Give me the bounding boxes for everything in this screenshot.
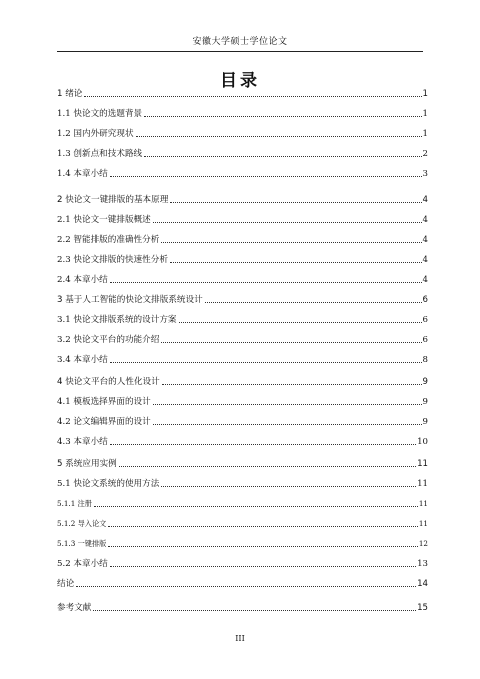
toc-entry-label: 5.1.1 注册	[57, 499, 92, 508]
toc-entry[interactable]	[57, 334, 428, 346]
toc-entry[interactable]	[57, 478, 428, 490]
dot-leader	[76, 586, 416, 587]
dot-leader	[110, 176, 422, 177]
toc-entry-page: 4	[422, 235, 428, 245]
toc-entry[interactable]	[57, 376, 428, 388]
toc-entry-label: 结论	[57, 579, 75, 589]
dot-leader	[94, 506, 418, 507]
page-title: 目录	[220, 71, 260, 91]
toc-entry[interactable]	[57, 578, 428, 590]
toc-entry-page: 2	[422, 149, 428, 159]
toc-entry-label: 1.3 创新点和技术路线	[57, 149, 143, 159]
toc-entry[interactable]	[57, 498, 428, 510]
toc-entry[interactable]	[57, 108, 428, 120]
toc-entry-page: 4	[422, 255, 428, 265]
toc-entry-label: 1.1 快论文的选题背景	[57, 109, 143, 119]
toc-entry-page: 9	[422, 377, 428, 387]
toc-entry-label: 4 快论文平台的人性化设计	[57, 377, 160, 387]
toc-entry-page: 12	[418, 539, 428, 548]
dot-leader	[161, 486, 416, 487]
dot-leader	[110, 566, 416, 567]
dot-leader	[179, 322, 422, 323]
toc-entry-label: 2.4 本章小结	[57, 275, 108, 285]
toc-entry-page: 1	[422, 109, 428, 119]
toc-entry-label: 2.1 快论文一键排版概述	[57, 215, 151, 225]
toc-entry-label: 3 基于人工智能的快论文排版系统设计	[57, 295, 203, 305]
dot-leader	[84, 96, 421, 97]
toc-entry[interactable]	[57, 254, 428, 266]
toc-entry[interactable]	[57, 294, 428, 306]
toc-entry[interactable]	[57, 458, 428, 470]
running-header: 安徽大学硕士学位论文	[57, 34, 423, 52]
toc-entry-page: 13	[417, 559, 428, 569]
dot-leader	[93, 610, 416, 611]
toc-entry[interactable]	[57, 602, 428, 614]
toc-entry-page: 1	[422, 129, 428, 139]
toc-entry-page: 8	[422, 355, 428, 365]
toc-entry[interactable]	[57, 148, 428, 160]
dot-leader	[110, 282, 422, 283]
toc-entry-page: 6	[422, 315, 428, 325]
dot-leader	[144, 156, 421, 157]
toc-entry[interactable]	[57, 88, 428, 100]
toc-entry-label: 5 系统应用实例	[57, 459, 117, 469]
toc-entry-label: 2 快论文一键排版的基本原理	[57, 195, 169, 205]
toc-entry[interactable]	[57, 234, 428, 246]
toc-entry-label: 5.1.3 一键排版	[57, 539, 107, 548]
dot-leader	[119, 466, 416, 467]
toc-entry-page: 6	[422, 295, 428, 305]
dot-leader	[153, 424, 422, 425]
toc-entry[interactable]	[57, 128, 428, 140]
toc-entry[interactable]	[57, 214, 428, 226]
toc-entry-page: 4	[422, 215, 428, 225]
toc-entry-page: 9	[422, 417, 428, 427]
toc-entry-page: 11	[418, 519, 428, 528]
toc-entry-label: 2.2 智能排版的准确性分析	[57, 235, 160, 245]
toc-entry-page: 3	[422, 169, 428, 179]
toc-entry-label: 2.3 快论文排版的快速性分析	[57, 255, 168, 265]
toc-entry[interactable]	[57, 416, 428, 428]
toc-entry-label: 5.1 快论文系统的使用方法	[57, 479, 160, 489]
toc-entry-label: 5.2 本章小结	[57, 559, 108, 569]
toc-entry-page: 1	[422, 89, 428, 99]
toc-entry-label: 3.1 快论文排版系统的设计方案	[57, 315, 177, 325]
dot-leader	[170, 262, 422, 263]
dot-leader	[136, 136, 422, 137]
toc-entry[interactable]	[57, 354, 428, 366]
toc-entry[interactable]	[57, 194, 428, 206]
dot-leader	[110, 362, 422, 363]
dot-leader	[205, 302, 422, 303]
toc-entry[interactable]	[57, 436, 428, 448]
toc-entry[interactable]	[57, 396, 428, 408]
dot-leader	[161, 342, 421, 343]
toc-entry-label: 4.1 模板选择界面的设计	[57, 397, 151, 407]
toc-entry-page: 11	[417, 479, 428, 489]
toc-entry[interactable]	[57, 518, 428, 530]
toc-entry-label: 参考文献	[57, 603, 92, 613]
toc-entry[interactable]	[57, 274, 428, 286]
toc-entry[interactable]	[57, 538, 428, 550]
dot-leader	[144, 116, 421, 117]
toc-entry-page: 11	[417, 459, 428, 469]
toc-entry-label: 1 绪论	[57, 89, 83, 99]
toc-entry-page: 14	[417, 579, 428, 589]
toc-entry-label: 5.1.2 导入论文	[57, 519, 107, 528]
toc-entry-label: 3.4 本章小结	[57, 355, 108, 365]
toc-entry[interactable]	[57, 314, 428, 326]
toc-entry-page: 9	[422, 397, 428, 407]
toc-entry-label: 4.2 论文编辑界面的设计	[57, 417, 151, 427]
dot-leader	[153, 222, 422, 223]
dot-leader	[153, 404, 422, 405]
toc-entry-page: 6	[422, 335, 428, 345]
toc-entry-label: 3.2 快论文平台的功能介绍	[57, 335, 160, 345]
toc-entry[interactable]	[57, 558, 428, 570]
dot-leader	[161, 242, 421, 243]
toc-entry-label: 1.4 本章小结	[57, 169, 108, 179]
dot-leader	[110, 444, 416, 445]
toc-entry-page: 11	[418, 499, 428, 508]
toc-entry-page: 15	[417, 603, 428, 613]
toc-entry-page: 4	[422, 275, 428, 285]
toc-entry-page: 10	[417, 437, 428, 447]
toc-entry-label: 4.3 本章小结	[57, 437, 108, 447]
page-number: III	[235, 634, 245, 643]
toc-entry-page: 4	[422, 195, 428, 205]
toc-entry[interactable]	[57, 168, 428, 180]
dot-leader	[170, 202, 421, 203]
dot-leader	[108, 546, 418, 547]
toc-entry-label: 1.2 国内外研究现状	[57, 129, 134, 139]
dot-leader	[108, 526, 418, 527]
dot-leader	[162, 384, 422, 385]
